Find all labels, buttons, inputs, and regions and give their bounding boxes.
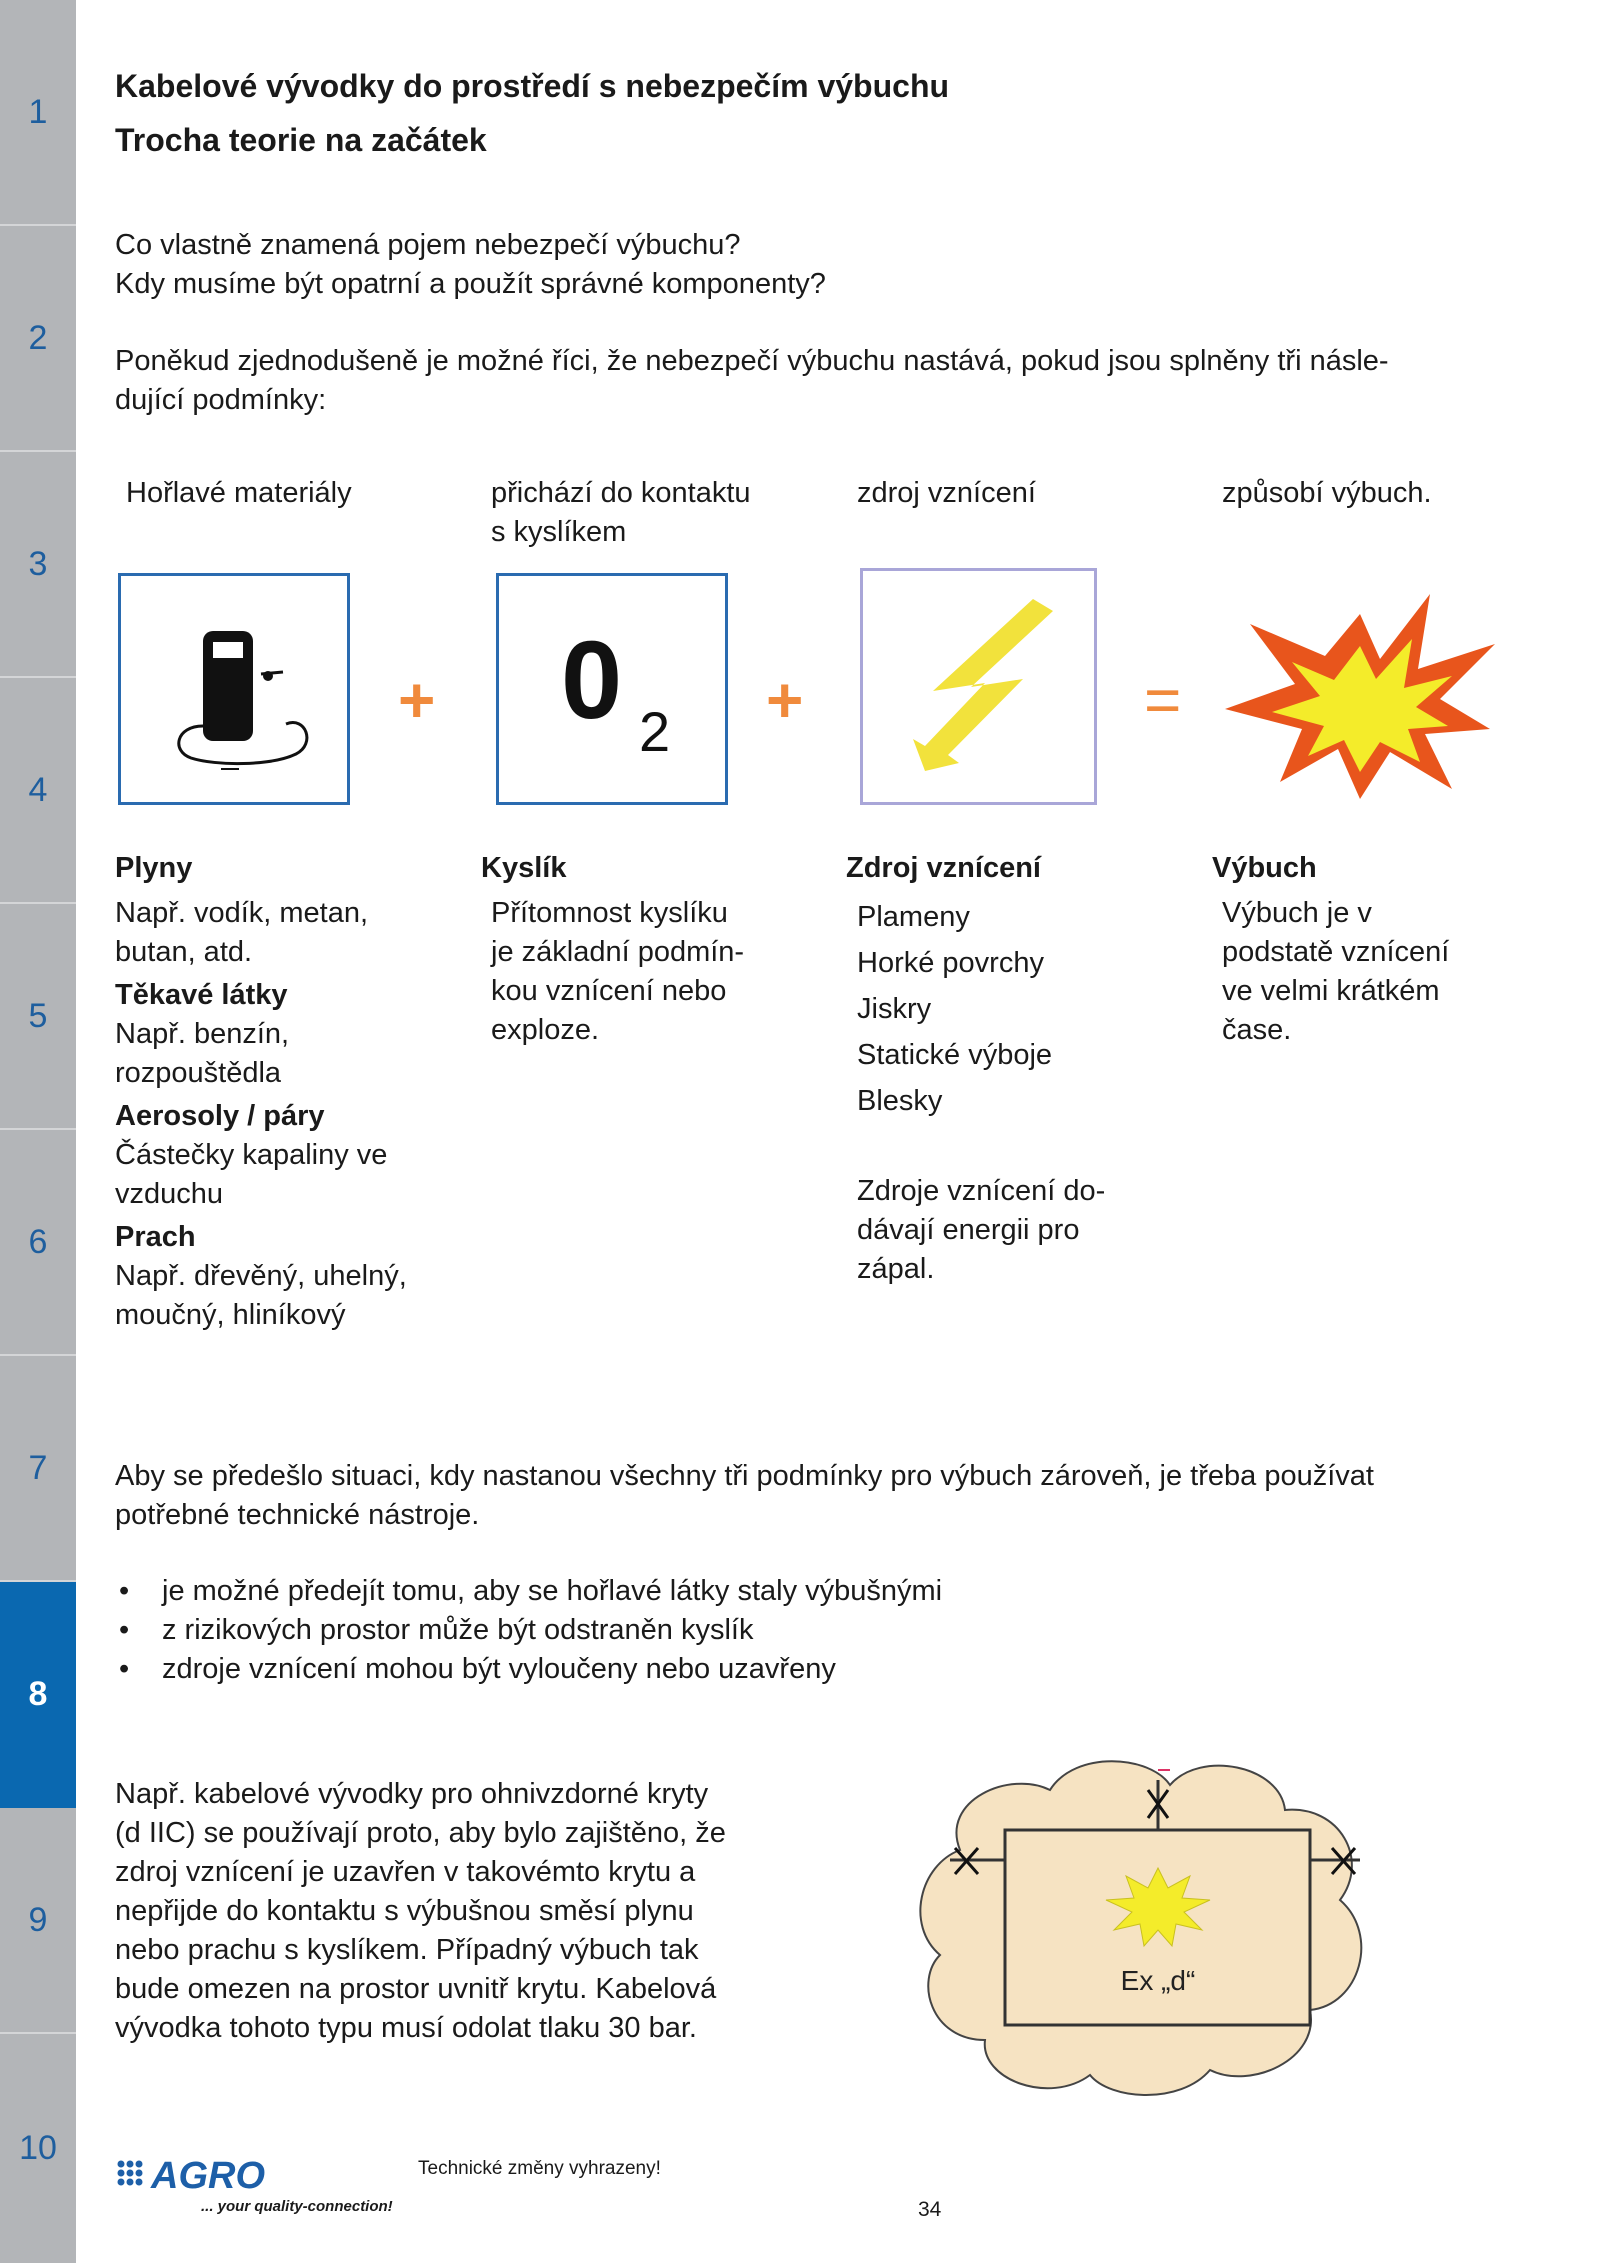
column-gases-title: Plyny bbox=[115, 852, 193, 884]
technical-changes-notice: Technické změny vyhrazeny! bbox=[418, 2158, 661, 2179]
intro-paragraph-line-1: Poněkud zjednodušeně je možné říci, že nebezpečí výbuchu nastává, pokud jsou splněny tři násle- bbox=[115, 345, 1389, 377]
chapter-tab-2[interactable]: 2 bbox=[0, 226, 76, 452]
gas-canister-box bbox=[118, 573, 350, 805]
prevention-bullet-1: • je možné předejít tomu, aby se hořlavé látky staly výbušnými bbox=[115, 1572, 942, 1611]
oxygen-symbol: 0 bbox=[561, 619, 623, 742]
oxygen-text-line-1: Přítomnost kyslíku bbox=[491, 897, 728, 929]
gas-canister-icon bbox=[121, 576, 347, 802]
lightning-icon bbox=[863, 571, 1094, 802]
explosion-text-line-2: podstatě vznícení bbox=[1222, 936, 1450, 968]
volatile-example-line-1: Např. benzín, bbox=[115, 1018, 290, 1050]
ignition-item-lightning: Blesky bbox=[857, 1085, 943, 1117]
column-ignition-note bbox=[857, 1172, 1187, 1289]
prevention-bullet-2: • z rizikových prostor může být odstraněn kyslík bbox=[115, 1611, 942, 1650]
aerosols-example-line-2: vzduchu bbox=[115, 1178, 224, 1210]
explosion-icon bbox=[1220, 584, 1500, 804]
page-title: Kabelové vývodky do prostředí s nebezpečím výbuchu bbox=[115, 68, 950, 104]
ignition-item-hot-surfaces: Horké povrchy bbox=[857, 947, 1044, 979]
chapter-tab-10[interactable]: 10 bbox=[19, 2129, 57, 2167]
intro-question-2: Kdy musíme být opatrní a použít správné komponenty? bbox=[115, 268, 826, 300]
column-explosion-text bbox=[1222, 894, 1552, 1050]
page-number: 34 bbox=[918, 2198, 942, 2221]
label-contact-line-2: s kyslíkem bbox=[491, 516, 627, 548]
oxygen-text-line-2: je základní podmín- bbox=[491, 936, 745, 968]
gases-example-line-1: Např. vodík, metan, bbox=[115, 897, 369, 929]
enclosure-label: Ex „d“ bbox=[1120, 1965, 1196, 1996]
ignition-item-flames: Plameny bbox=[857, 901, 970, 933]
example-paragraph bbox=[115, 1775, 795, 2048]
oxygen-box bbox=[496, 573, 728, 805]
chapter-tab-1[interactable]: 1 bbox=[0, 0, 76, 226]
agro-logo-mark bbox=[115, 2158, 405, 2218]
page-subtitle: Trocha teorie na začátek bbox=[115, 122, 487, 158]
dust-example-line-1: Např. dřevěný, uhelný, bbox=[115, 1260, 407, 1292]
plus-operator-2: + bbox=[766, 664, 804, 736]
ignition-item-static: Statické výboje bbox=[857, 1039, 1053, 1071]
gases-example-line-2: butan, atd. bbox=[115, 936, 253, 968]
explosion-text-line-4: čase. bbox=[1222, 1014, 1292, 1046]
chapter-tab-6[interactable]: 6 bbox=[0, 1130, 76, 1356]
dust-title: Prach bbox=[115, 1221, 196, 1253]
equals-operator: = bbox=[1144, 664, 1182, 736]
column-ignition-list bbox=[857, 894, 1187, 1124]
chapter-tab-8-active[interactable]: 8 bbox=[0, 1582, 76, 1808]
prevention-paragraph-line-1: Aby se předešlo situaci, kdy nastanou všechny tři podmínky pro výbuch zároveň, je třeba používat bbox=[115, 1460, 1374, 1492]
ignition-note-line-2: dávají energii pro bbox=[857, 1214, 1080, 1246]
ignition-source-box bbox=[860, 568, 1097, 805]
prevention-paragraph-line-2: potřebné technické nástroje. bbox=[115, 1499, 480, 1531]
ignition-note-line-1: Zdroje vznícení do- bbox=[857, 1175, 1106, 1207]
ignition-note-line-3: zápal. bbox=[857, 1253, 935, 1285]
example-line-3: zdroj vznícení je uzavřen v takovémto krytu a bbox=[115, 1856, 696, 1888]
label-ignition-source: zdroj vznícení bbox=[857, 477, 1036, 509]
column-oxygen-title: Kyslík bbox=[481, 852, 567, 884]
flameproof-enclosure-diagram bbox=[900, 1740, 1380, 2120]
chapter-sidebar bbox=[0, 0, 76, 2263]
example-line-1: Např. kabelové vývodky pro ohnivzdorné kryty bbox=[115, 1778, 709, 1810]
aerosols-example-line-1: Částečky kapaliny ve bbox=[115, 1139, 388, 1171]
prevention-bullet-list bbox=[115, 1572, 942, 1689]
explosion-text-line-3: ve velmi krátkém bbox=[1222, 975, 1440, 1007]
oxygen-text-line-3: kou vznícení nebo bbox=[491, 975, 727, 1007]
volatile-substances-title: Těkavé látky bbox=[115, 979, 288, 1011]
label-flammable-materials: Hořlavé materiály bbox=[126, 477, 352, 509]
chapter-tab-9[interactable]: 9 bbox=[0, 1808, 76, 2034]
example-line-4: nepřijde do kontaktu s výbušnou směsí plynu bbox=[115, 1895, 694, 1927]
example-line-5: nebo prachu s kyslíkem. Případný výbuch tak bbox=[115, 1934, 699, 1966]
column-oxygen-text bbox=[491, 894, 821, 1050]
agro-logo[interactable] bbox=[115, 2158, 405, 2223]
intro-question-1: Co vlastně znamená pojem nebezpečí výbuchu? bbox=[115, 229, 741, 261]
intro-paragraph-line-2: dující podmínky: bbox=[115, 384, 327, 416]
column-ignition-title: Zdroj vznícení bbox=[846, 852, 1041, 884]
chapter-tab-4[interactable]: 4 bbox=[0, 678, 76, 904]
plus-operator-1: + bbox=[398, 664, 436, 736]
prevention-bullet-3: • zdroje vznícení mohou být vyloučeny nebo uzavřeny bbox=[115, 1650, 942, 1689]
agro-tagline: ... your quality-connection! bbox=[201, 2198, 393, 2215]
example-line-2: (d IIC) se používají proto, aby bylo zajištěno, že bbox=[115, 1817, 726, 1849]
oxygen-subscript: 2 bbox=[639, 700, 671, 763]
aerosols-title: Aerosoly / páry bbox=[115, 1100, 325, 1132]
column-gases-text bbox=[115, 894, 445, 1335]
example-line-6: bude omezen na prostor uvnitř krytu. Kabelová bbox=[115, 1973, 717, 2005]
chapter-tab-5[interactable]: 5 bbox=[0, 904, 76, 1130]
label-causes-explosion: způsobí výbuch. bbox=[1222, 477, 1432, 509]
agro-logo-text: AGRO bbox=[151, 2158, 265, 2197]
volatile-example-line-2: rozpouštědla bbox=[115, 1057, 282, 1089]
oxygen-text-line-4: exploze. bbox=[491, 1014, 600, 1046]
ignition-item-sparks: Jiskry bbox=[857, 993, 932, 1025]
dust-example-line-2: moučný, hliníkový bbox=[115, 1299, 346, 1331]
label-contact-line-1: přichází do kontaktu bbox=[491, 477, 751, 509]
chapter-tab-3[interactable]: 3 bbox=[0, 452, 76, 678]
chapter-tab-7[interactable]: 7 bbox=[0, 1356, 76, 1582]
example-line-7: vývodka tohoto typu musí odolat tlaku 30 bar. bbox=[115, 2012, 697, 2044]
explosion-text-line-1: Výbuch je v bbox=[1222, 897, 1372, 929]
column-explosion-title: Výbuch bbox=[1212, 852, 1317, 884]
